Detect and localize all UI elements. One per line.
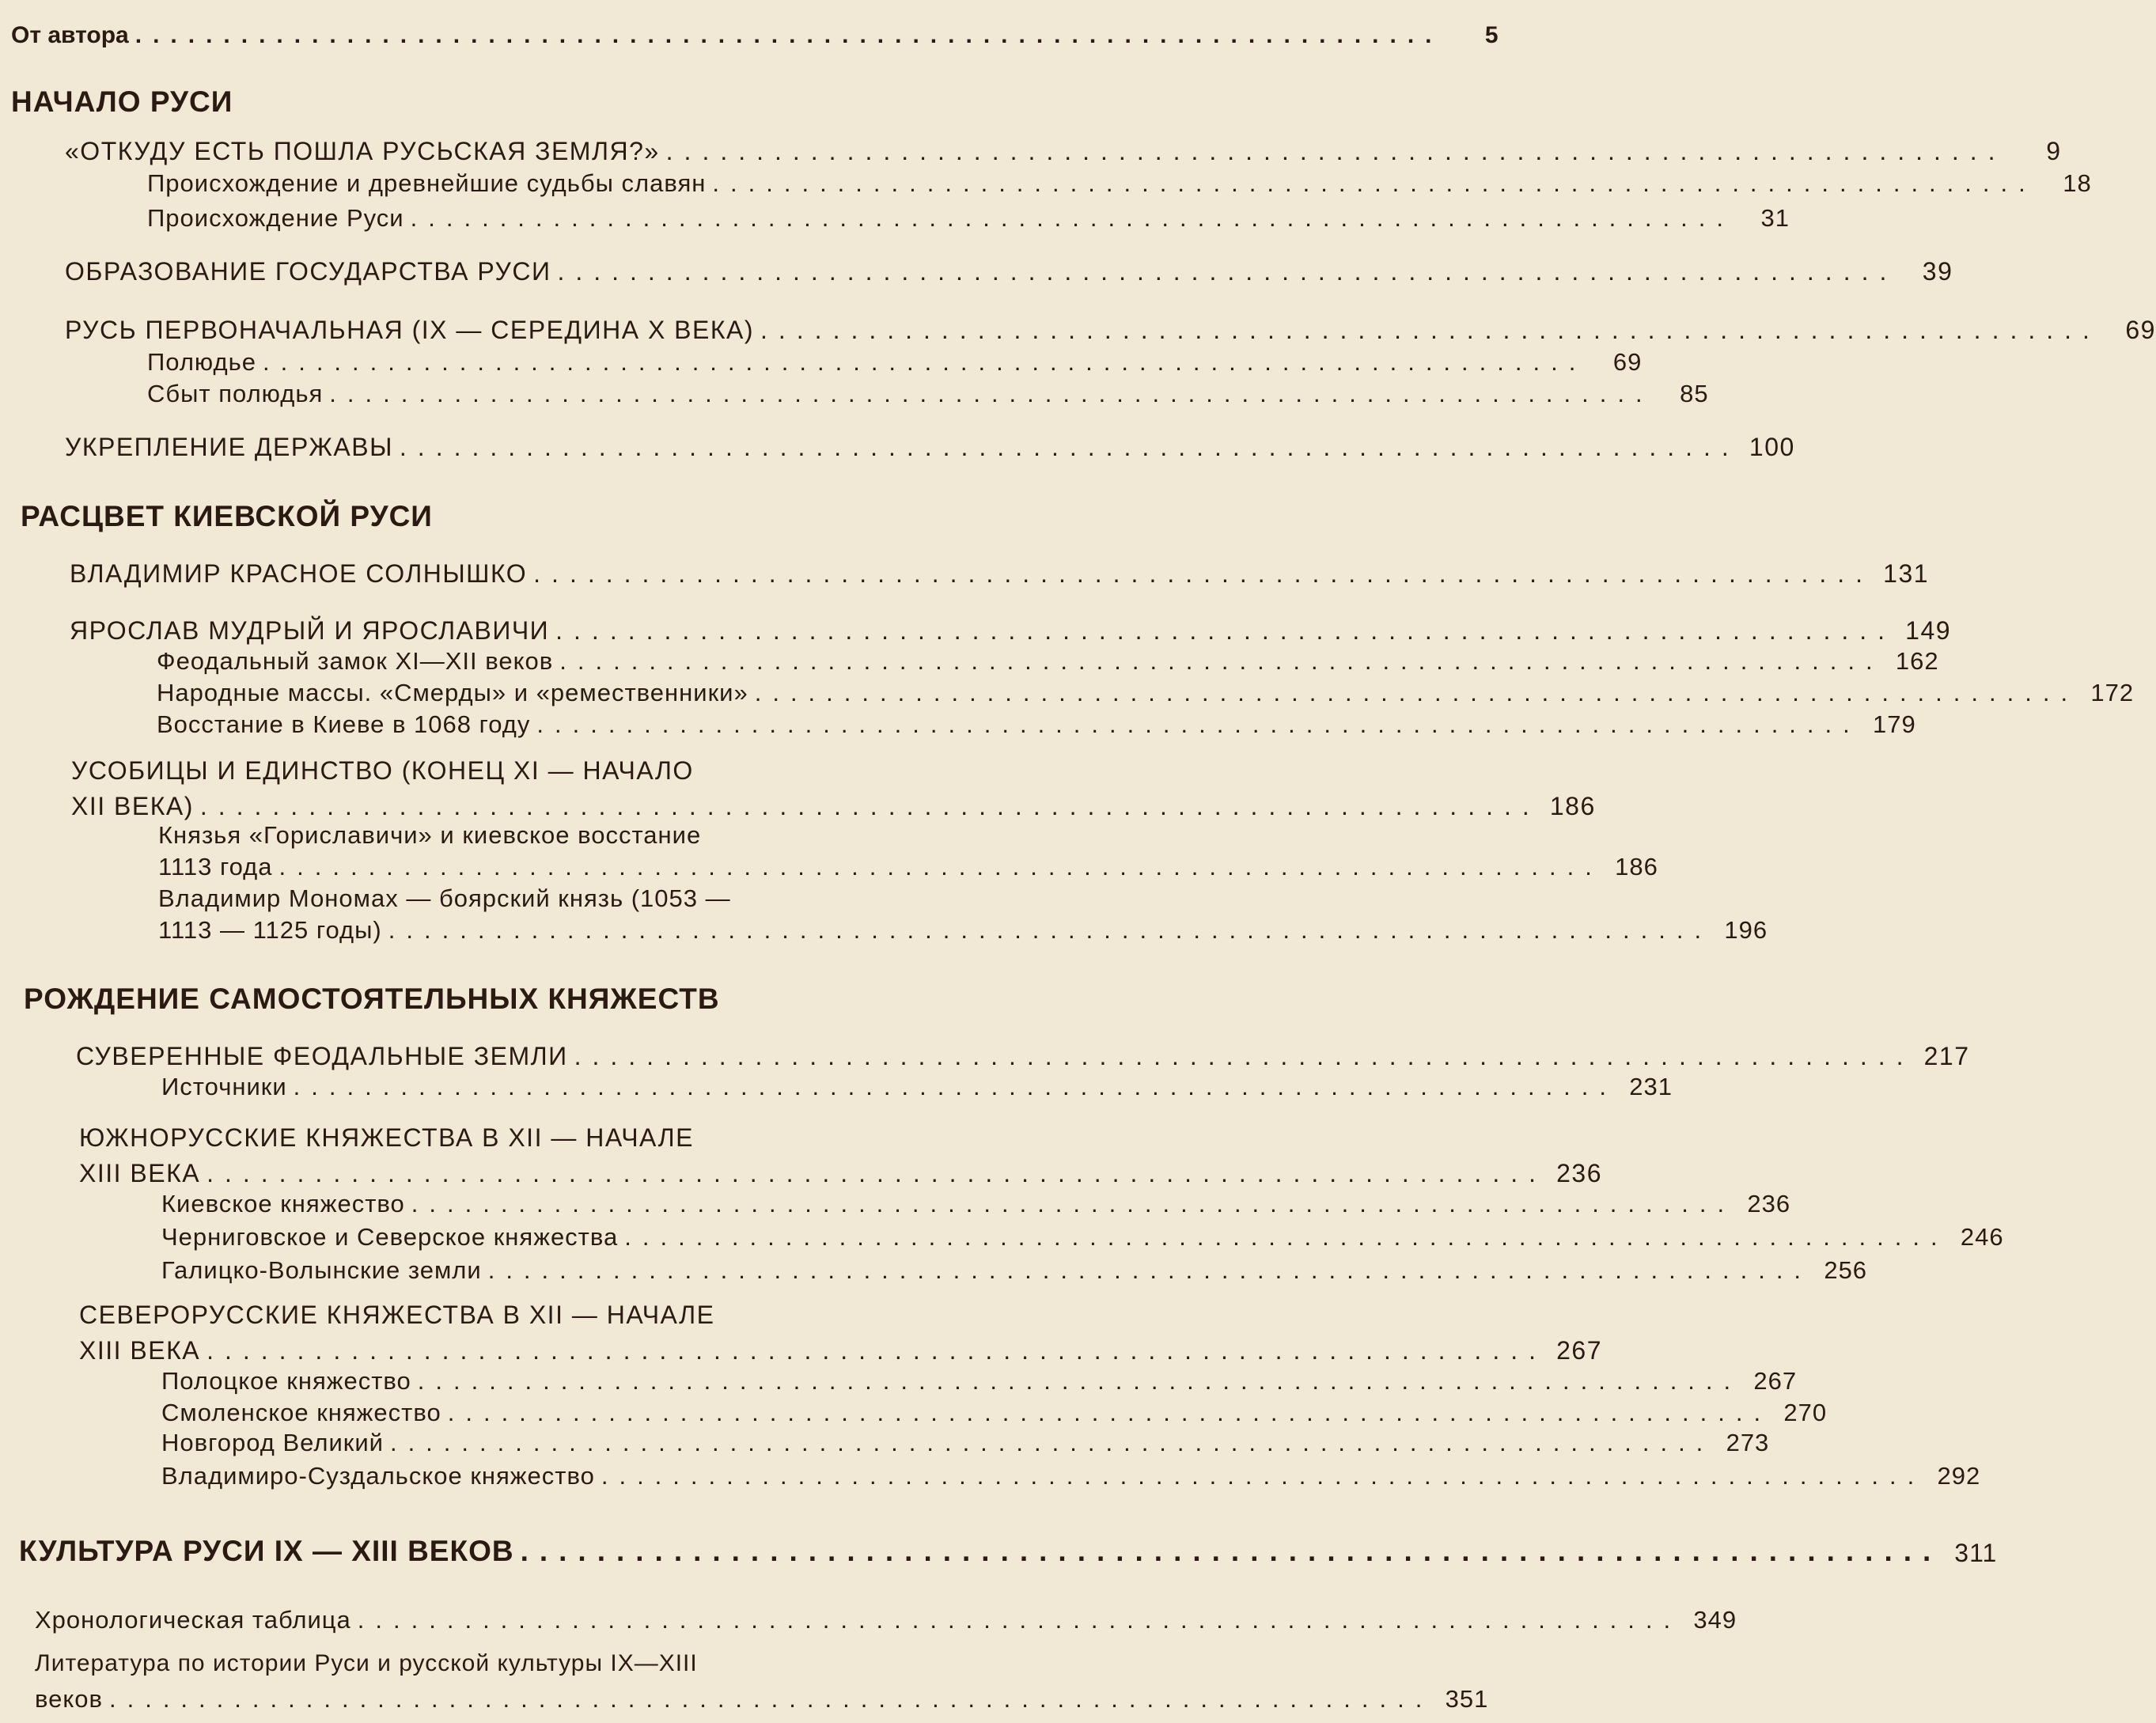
dot-leader: .......................................................................... [411,1190,1736,1217]
part-heading: РАСЦВЕТ КИЕВСКОЙ РУСИ [21,500,433,532]
dot-leader: .......................................................................... [399,433,1740,461]
toc-entry-title: От автора [11,22,129,48]
dot-leader: .......................................................................... [557,257,1898,286]
toc-entry-section[interactable]: Черниговское и Северское княжества .......................................................................... 246 [161,1223,2004,1251]
dot-leader: .......................................................................... [135,22,1443,48]
dot-leader: .......................................................................... [108,1685,1434,1713]
dot-leader: .......................................................................... [555,616,1896,645]
toc-entry-chapter[interactable]: ОБРАЗОВАНИЕ ГОСУДАРСТВА РУСИ .......................................................................... 39 [65,257,1953,286]
toc-entry-chapter[interactable]: XII ВЕКА) .......................................................................... 186 [71,792,1596,820]
dot-leader: .......................................................................... [447,1399,1772,1426]
dot-leader: .......................................................................... [278,853,1603,880]
dot-leader: .......................................................................... [293,1073,1618,1100]
toc-entry-section[interactable]: Киевское княжество .......................................................................... 236 [161,1190,1791,1217]
toc-entry-section[interactable]: Сбыт полюдья .......................................................................... 85 [147,380,1709,407]
toc-entry-section[interactable]: Происхождение Руси .......................................................................... 31 [147,204,1790,232]
dot-leader: .......................................................................... [574,1042,1915,1070]
toc-entry-section[interactable]: Феодальный замок XI—XII веков .......................................................................... 162 [157,647,1939,675]
toc-entry-section[interactable]: Новгород Великий .......................................................................... 273 [161,1429,1770,1456]
toc-entry-chapter[interactable]: СУВЕРЕННЫЕ ФЕОДАЛЬНЫЕ ЗЕМЛИ .......................................................................... 217 [76,1042,1970,1070]
toc-entry-author[interactable] [11,11,1499,49]
dot-leader: .......................................................................... [388,916,1713,944]
toc-entry-chapter[interactable]: ВЛАДИМИР КРАСНОЕ СОЛНЫШКО .......................................................................... 131 [70,559,1930,588]
toc-entry-part[interactable]: КУЛЬТУРА РУСИ IX — XIII ВЕКОВ .......................................................................... 311 [19,1535,1998,1567]
toc-entry-section[interactable]: Источники .......................................................................... 231 [161,1073,1673,1100]
toc-entry-section[interactable]: Галицко-Волынские земли .......................................................................... 256 [161,1256,1868,1284]
part-heading: РОЖДЕНИЕ САМОСТОЯТЕЛЬНЫХ КНЯЖЕСТВ [24,983,720,1015]
toc-entry-chapter[interactable]: «ОТКУДУ ЕСТЬ ПОШЛА РУСЬСКАЯ ЗЕМЛЯ?» .......................................................................... 9 [65,137,2062,165]
toc-entry-chapter-line1: СЕВЕРОРУССКИЕ КНЯЖЕСТВА В XII — НАЧАЛЕ [79,1301,715,1329]
toc-entry-chapter[interactable]: РУСЬ ПЕРВОНАЧАЛЬНАЯ (IX — СЕРЕДИНА X ВЕКА) .......................................................................... 69 [65,316,2156,344]
toc-entry-section[interactable]: Восстание в Киеве в 1068 году .......................................................................... 179 [157,710,1916,738]
part-heading: НАЧАЛО РУСИ [11,85,233,118]
dot-leader: .......................................................................... [520,1535,1942,1567]
dot-leader: .......................................................................... [329,380,1654,407]
dot-leader: .......................................................................... [487,1256,1813,1284]
toc-entry-literature[interactable]: веков .......................................................................... 351 [35,1685,1489,1713]
toc-entry-section-line1: Владимир Мономах — боярский князь (1053 — [158,884,731,912]
dot-leader: .......................................................................... [624,1223,1949,1251]
toc-entry-chronology[interactable]: Хронологическая таблица .......................................................................... 349 [35,1606,1737,1634]
toc-entry-section[interactable]: Народные массы. «Смерды» и «ремественники» .......................................................................... 172 [157,679,2135,706]
dot-leader: .......................................................................... [410,204,1734,232]
toc-entry-chapter-line1: ЮЖНОРУССКИЕ КНЯЖЕСТВА В XII — НАЧАЛЕ [79,1123,694,1152]
toc-entry-section[interactable]: 1113 — 1125 годы) .......................................................................... 196 [158,916,1768,944]
dot-leader: .......................................................................... [389,1429,1715,1456]
dot-leader: .......................................................................... [712,169,2037,197]
toc-entry-chapter[interactable]: УКРЕПЛЕНИЕ ДЕРЖАВЫ .......................................................................... 100 [65,433,1795,461]
toc-entry-section[interactable]: Полоцкое княжество .......................................................................... 267 [161,1367,1798,1395]
dot-leader: .......................................................................... [601,1462,1926,1490]
dot-leader: .......................................................................... [207,1159,1547,1187]
dot-leader: .......................................................................... [760,316,2101,344]
toc-entry-chapter[interactable]: XIII ВЕКА .......................................................................... 267 [79,1336,1602,1365]
dot-leader: .......................................................................... [417,1367,1742,1395]
dot-leader: .......................................................................... [533,559,1874,588]
toc-entry-chapter[interactable]: ЯРОСЛАВ МУДРЫЙ И ЯРОСЛАВИЧИ .......................................................................... 149 [70,616,1952,645]
dot-leader: .......................................................................... [199,792,1540,820]
toc-entry-section[interactable]: 1113 года .......................................................................... 186 [158,853,1658,880]
dot-leader: .......................................................................... [665,137,2006,165]
toc-entry-chapter[interactable]: XIII ВЕКА .......................................................................... 236 [79,1159,1602,1187]
toc-entry-literature-line1: Литература по истории Руси и русской культуры IX—XIII [35,1650,698,1676]
dot-leader: .......................................................................... [559,647,1884,675]
toc-entry-section[interactable]: Смоленское княжество .......................................................................... 270 [161,1399,1828,1426]
dot-leader: .......................................................................... [754,679,2079,706]
toc-entry-section[interactable]: Владимиро-Суздальское княжество .......................................................................... 292 [161,1462,1981,1490]
dot-leader: .......................................................................... [207,1336,1547,1365]
dot-leader: .......................................................................... [357,1606,1682,1634]
toc-entry-section-line1: Князья «Гориславичи» и киевское восстание [158,821,702,849]
dot-leader: .......................................................................... [262,348,1587,376]
toc-entry-section[interactable]: Происхождение и древнейшие судьбы славян .......................................................................... 18 [147,169,2092,197]
toc-page-number: 5 [1484,22,1499,48]
toc-entry-chapter-line1: УСОБИЦЫ И ЕДИНСТВО (КОНЕЦ XI — НАЧАЛО [71,756,694,785]
toc-entry-section[interactable]: Полюдье .......................................................................... 69 [147,348,1643,376]
dot-leader: .......................................................................... [536,710,1861,738]
